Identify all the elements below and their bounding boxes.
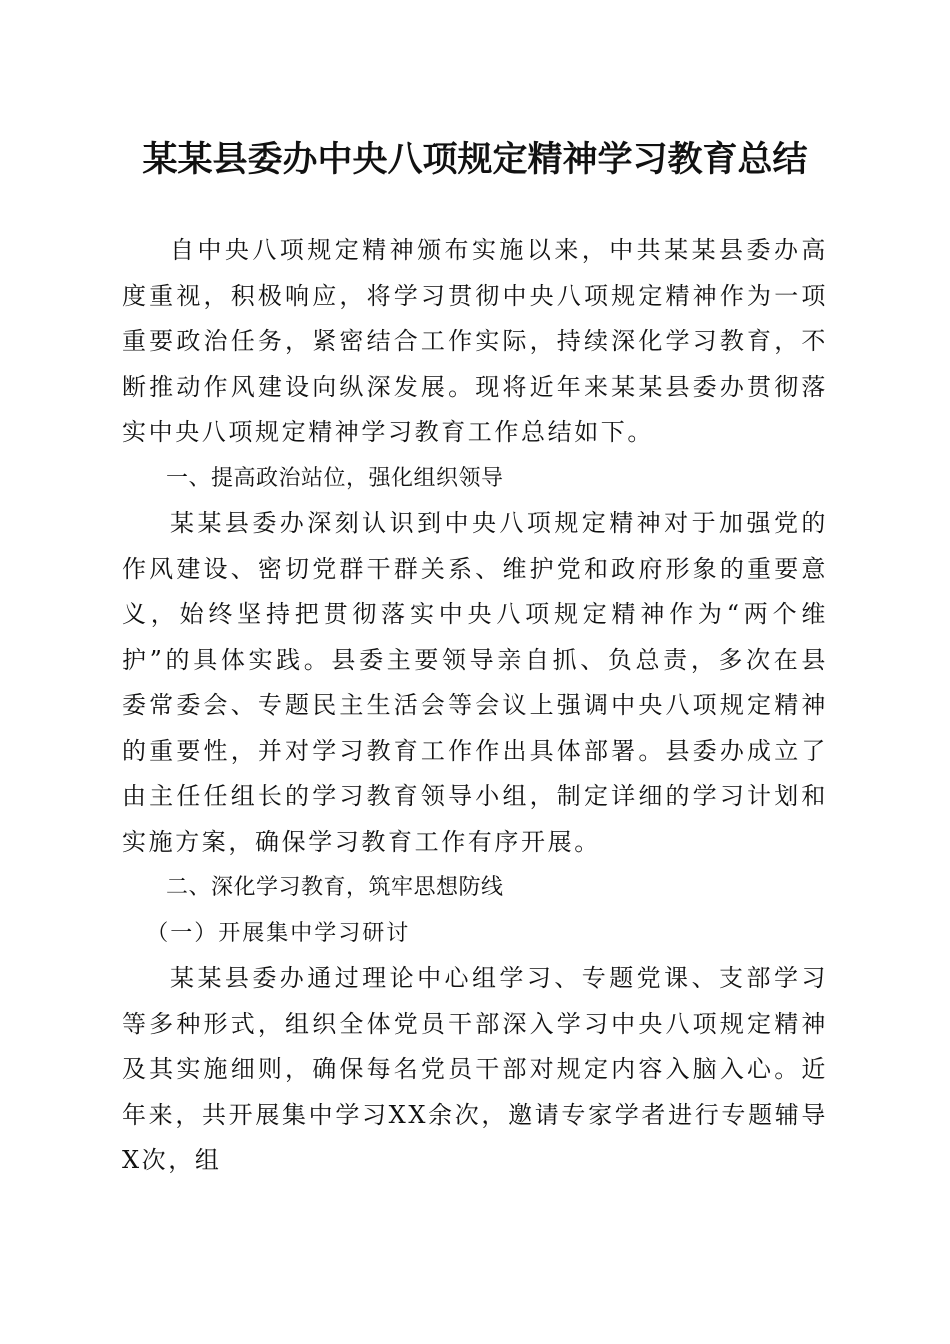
section-1-paragraph: 某某县委办深刻认识到中央八项规定精神对于加强党的作风建设、密切党群干群关系、维护党和政府形象的重要意义，始终坚持把贯彻落实中央八项规定精神作为“两个维护”的具体实践。县委主要领导亲自抓、负总责，多次在县委常委会、专题民主生活会等会议上强调中央八项规定精神的重要性，并对学习教育工作作出具体部署。县委办成立了由主任任组长的学习教育领导小组，制定详细的学习计划和实施方案，确保学习教育工作有序开展。: [122, 509, 828, 856]
subsection-heading-1: （一）开展集中学习研讨: [146, 920, 411, 946]
section-heading-2: 二、深化学习教育，筑牢思想防线: [166, 875, 504, 900]
subsection-1-paragraph: 某某县委办通过理论中心组学习、专题党课、支部学习等多种形式，组织全体党员干部深入学习中央八项规定精神及其实施细则，确保每名党员干部对规定内容入脑入心。近年来，共开展集中学习XX余次，邀请专家学者进行专题辅导X次，组: [122, 964, 828, 1174]
document-title: 某某县委办中央八项规定精神学习教育总结: [142, 139, 808, 180]
section-heading-1: 一、提高政治站位，强化组织领导: [166, 465, 504, 491]
intro-paragraph: 自中央八项规定精神颁布实施以来，中共某某县委办高度重视，积极响应，将学习贯彻中央八项规定精神作为一项重要政治任务，紧密结合工作实际，持续深化学习教育，不断推动作风建设向纵深发展。现将近年来某某县委办贯彻落实中央八项规定精神学习教育工作总结如下。: [122, 236, 828, 446]
document-body: [122, 228, 828, 1184]
